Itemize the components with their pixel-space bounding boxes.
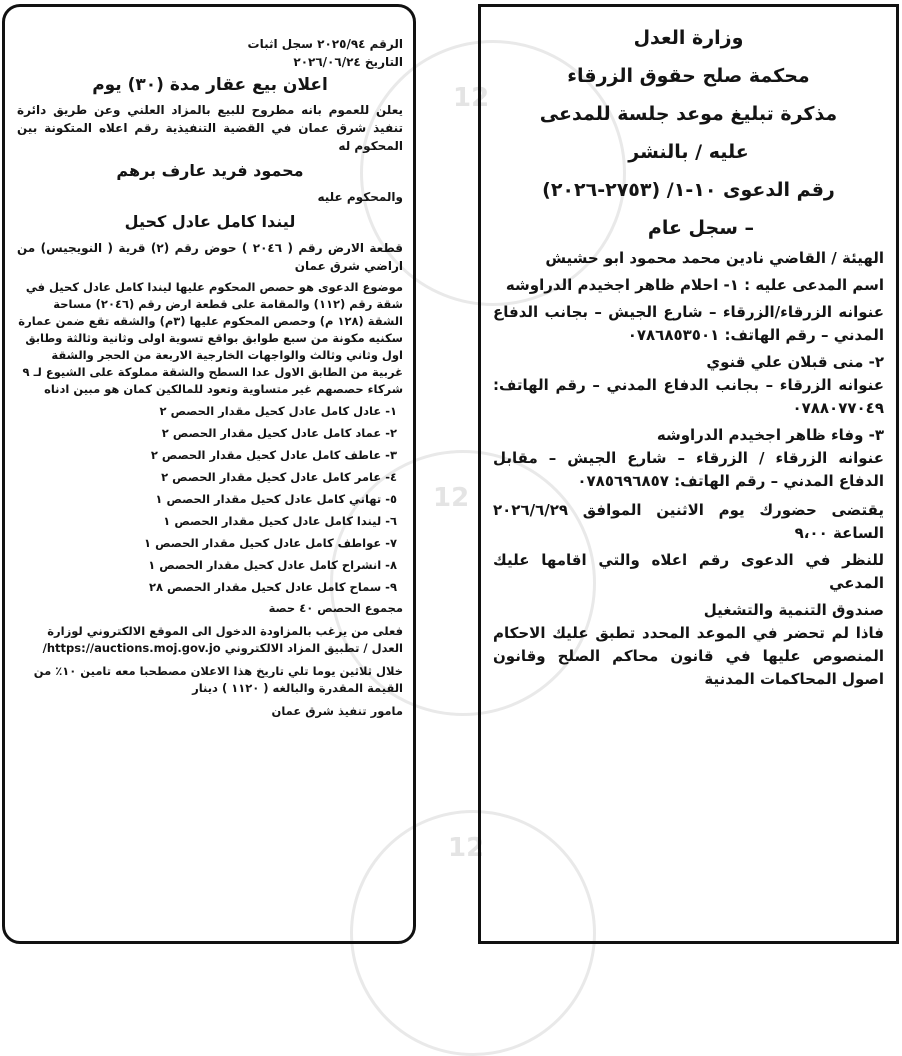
owner-item: ٥- تهاني كامل عادل كحيل مقدار الحصص ١ (155, 492, 397, 506)
owner-item: ٣- عاطف كامل عادل كحيل مقدار الحصص ٢ (150, 448, 397, 462)
defendant-2-address: عنوانه الزرقاء – بجانب الدفاع المدني – رقم الهاتف: ٠٧٨٨٠٧٧٠٤٩ (493, 376, 884, 417)
hearing-date: يقتضى حضورك يوم الاثنين الموافق ٢٠٢٦/٦/٢٩ الساعة ٩،٠٠ (493, 501, 884, 542)
owner-item: ٨- انشراح كامل عادل كحيل مقدار الحصص ١ (148, 558, 397, 572)
owner-item: ١- عادل كامل عادل كحيل مقدار الحصص ٢ (159, 404, 397, 418)
owner-item: ٧- عواطف كامل عادل كحيل مقدار الحصص ١ (144, 536, 397, 550)
ministry-name: وزارة العدل (633, 27, 744, 49)
memo-title-line1: مذكرة تبليغ موعد جلسة للمدعى (539, 103, 838, 125)
notice-heading: اعلان بيع عقار مدة (٣٠) يوم (92, 75, 328, 95)
debtor-name: ليندا كامل عادل كحيل (124, 212, 296, 231)
reference-number: الرقم ٢٠٢٥/٩٤ سجل اثبات (247, 37, 403, 51)
defendant-1: اسم المدعى عليه : ١- احلام ظاهر اجخيدم الدراوشه (505, 276, 884, 294)
deposit-deadline: خلال ثلاثين يوما تلي تاريخ هذا الاعلان مصطحبا معه تامين ١٠٪ من القيمة المقدرة والبالغه ( ١١٢٠ ) دينار (33, 664, 403, 695)
watermark-clock-middle: 12 (330, 450, 596, 716)
summons-notice-panel (478, 4, 899, 944)
parcel-description: قطعة الارض رقم ( ٢٠٤٦ ) حوض رقم (٢) قرية ( النويجيس) من اراضي شرق عمان (17, 241, 404, 273)
owner-item: ٩- سماح كامل عادل كحيل مقدار الحصص ٢٨ (148, 580, 397, 594)
notice-date: التاريخ ٢٠٢٦/٠٦/٢٤ (293, 55, 403, 69)
watermark-clock-bottom: 12 (350, 810, 596, 1056)
case-subject: موضوع الدعوى هو حصص المحكوم عليها ليندا كامل عادل كحيل في شقة رقم (١١٢) والمقامة على قطعة ارض رقم (٢٠٤٦) مساحة الشقة (١٢٨ م) وحصص المحكوم عليها (٣م) والشقه تقع ضمن عمارة سكنيه مكونة من سبع طوابق بواقع تسوية اولى وثانية وثالثة وطابق اول وثاني وثالث والواجهات الخارجية الاربعة من الحجر والشقة غربية من الطابق الاول عدا السطح والشقة مملوكة على الشيوع لـ ٩ شركاء حصصهم غير متساوية وتعود للمالكين كمان هو مبين ادناه (18, 280, 403, 396)
signature: مامور تنفيذ شرق عمان (271, 704, 403, 718)
debtor-label: والمحكوم عليه (317, 190, 403, 204)
notice-intro: يعلن للعموم بانه مطروح للبيع بالمزاد العلني وعن طريق دائرة تنفيذ شرق عمان في القضية التنفيذية رقم اعلاه المتكونة بين المحكوم له (17, 103, 403, 153)
owners-list (17, 400, 403, 598)
shares-total: مجموع الحصص ٤٠ حصة (268, 601, 403, 615)
court-name: محكمة صلح حقوق الزرقاء (567, 65, 810, 87)
owner-item: ٦- ليندا كامل عادل كحيل مقدار الحصص ١ (163, 514, 397, 528)
hearing-purpose: للنظر في الدعوى رقم اعلاه والتي اقامها عليك المدعي (493, 551, 884, 592)
defendant-3: ٣- وفاء ظاهر اجخيدم الدراوشه (656, 426, 884, 444)
registry-type: – سجل عام (647, 217, 754, 239)
auction-instructions: فعلى من يرغب بالمزاودة الدخول الى الموقع الالكتروني لوزارة العدل / تطبيق المزاد الالكتروني https://auctions.moj.gov.jo/ (42, 624, 403, 655)
watermark-clock-top: 12 (360, 40, 626, 306)
owner-item: ٢- عماد كامل عادل كحيل مقدار الحصص ٢ (161, 426, 397, 440)
defendant-1-address: عنوانه الزرقاء/الزرقاء – شارع الجيش – بجانب الدفاع المدني – رقم الهاتف: ٠٧٨٦٨٥٣٥٠١ (493, 303, 884, 344)
owner-item: ٤- عامر كامل عادل كحيل مقدار الحصص ٢ (161, 470, 397, 484)
case-number: رقم الدعوى ١٠-١/ (٢٧٥٣-٢٠٢٦) (542, 179, 835, 201)
judge-panel: الهيئة / القاضي نادين محمد محمود ابو حشيش (545, 249, 884, 267)
defendant-3-address: عنوانه الزرقاء / الزرقاء – شارع الجيش – مقابل الدفاع المدني – رقم الهاتف: ٠٧٨٥٦٩٦٨٥٧ (493, 449, 884, 490)
sale-notice-panel (2, 4, 416, 944)
plaintiff-name: صندوق التنمية والتشغيل (703, 601, 884, 619)
defendant-2: ٢- منى قبلان علي قنوي (706, 353, 884, 371)
memo-title-line2: عليه / بالنشر (628, 141, 749, 163)
absence-warning: فاذا لم تحضر في الموعد المحدد تطبق عليك الاحكام المنصوص عليها في قانون محاكم الصلح وقانون اصول المحاكمات المدنية (493, 624, 884, 688)
creditor-name: محمود فريد عارف برهم (116, 161, 304, 180)
